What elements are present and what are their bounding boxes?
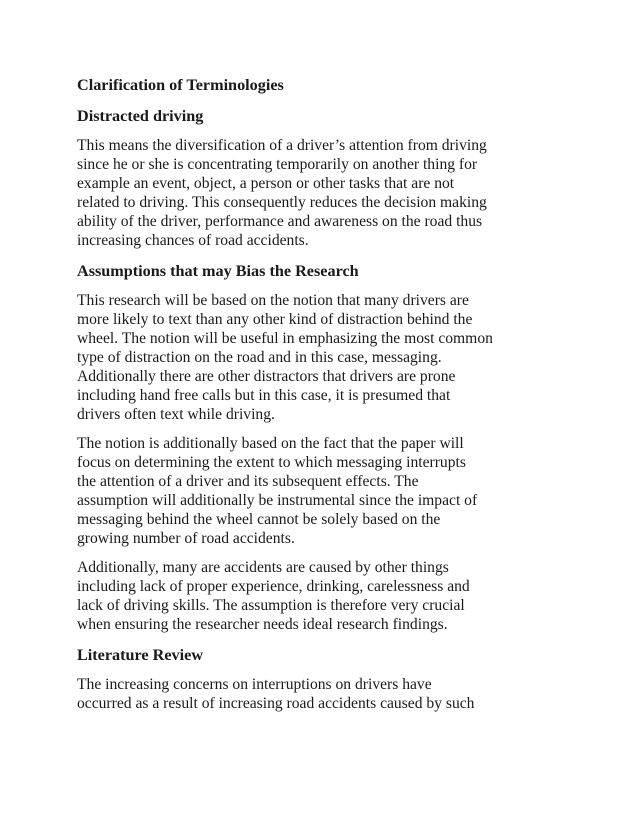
text-line: The notion is additionally based on the fact that the paper will xyxy=(77,435,464,452)
document-page xyxy=(77,74,577,723)
text-line: example an event, object, a person or other tasks that are not xyxy=(77,175,455,192)
text-line: Additionally, many are accidents are caused by other things xyxy=(77,559,449,576)
text-line: increasing chances of road accidents. xyxy=(77,232,309,249)
text-line: growing number of road accidents. xyxy=(77,530,295,547)
text-line: assumption will additionally be instrumental since the impact of xyxy=(77,492,478,509)
document-title: Clarification of Terminologies xyxy=(77,76,284,94)
text-line: related to driving. This consequently reduces the decision making xyxy=(77,194,487,211)
text-line: the attention of a driver and its subsequent effects. The xyxy=(77,473,419,490)
text-line: Additionally there are other distractors that drivers are prone xyxy=(77,368,456,385)
text-line: including lack of proper experience, drinking, carelessness and xyxy=(77,578,470,595)
paragraph xyxy=(77,434,577,548)
text-line: when ensuring the researcher needs ideal research findings. xyxy=(77,616,448,633)
text-line: The increasing concerns on interruptions on drivers have xyxy=(77,676,432,693)
text-line: occurred as a result of increasing road accidents caused by such xyxy=(77,695,475,712)
text-line: wheel. The notion will be useful in emphasizing the most common xyxy=(77,330,493,347)
text-line: ability of the driver, performance and awareness on the road thus xyxy=(77,213,483,230)
section-heading-literature-review: Literature Review xyxy=(77,646,204,664)
section-heading-distracted-driving: Distracted driving xyxy=(77,107,204,125)
paragraph xyxy=(77,136,577,250)
text-line: messaging behind the wheel cannot be solely based on the xyxy=(77,511,441,528)
text-line: This means the diversification of a driver’s attention from driving xyxy=(77,137,487,154)
paragraph xyxy=(77,291,577,424)
paragraph xyxy=(77,675,577,713)
paragraph xyxy=(77,558,577,634)
text-line: lack of driving skills. The assumption is therefore very crucial xyxy=(77,597,465,614)
section-heading-assumptions: Assumptions that may Bias the Research xyxy=(77,262,359,280)
text-line: including hand free calls but in this case, it is presumed that xyxy=(77,387,451,404)
text-line: since he or she is concentrating temporarily on another thing for xyxy=(77,156,478,173)
text-line: This research will be based on the notion that many drivers are xyxy=(77,292,469,309)
text-line: more likely to text than any other kind of distraction behind the xyxy=(77,311,473,328)
text-line: type of distraction on the road and in this case, messaging. xyxy=(77,349,442,366)
text-line: drivers often text while driving. xyxy=(77,406,275,423)
text-line: focus on determining the extent to which messaging interrupts xyxy=(77,454,466,471)
